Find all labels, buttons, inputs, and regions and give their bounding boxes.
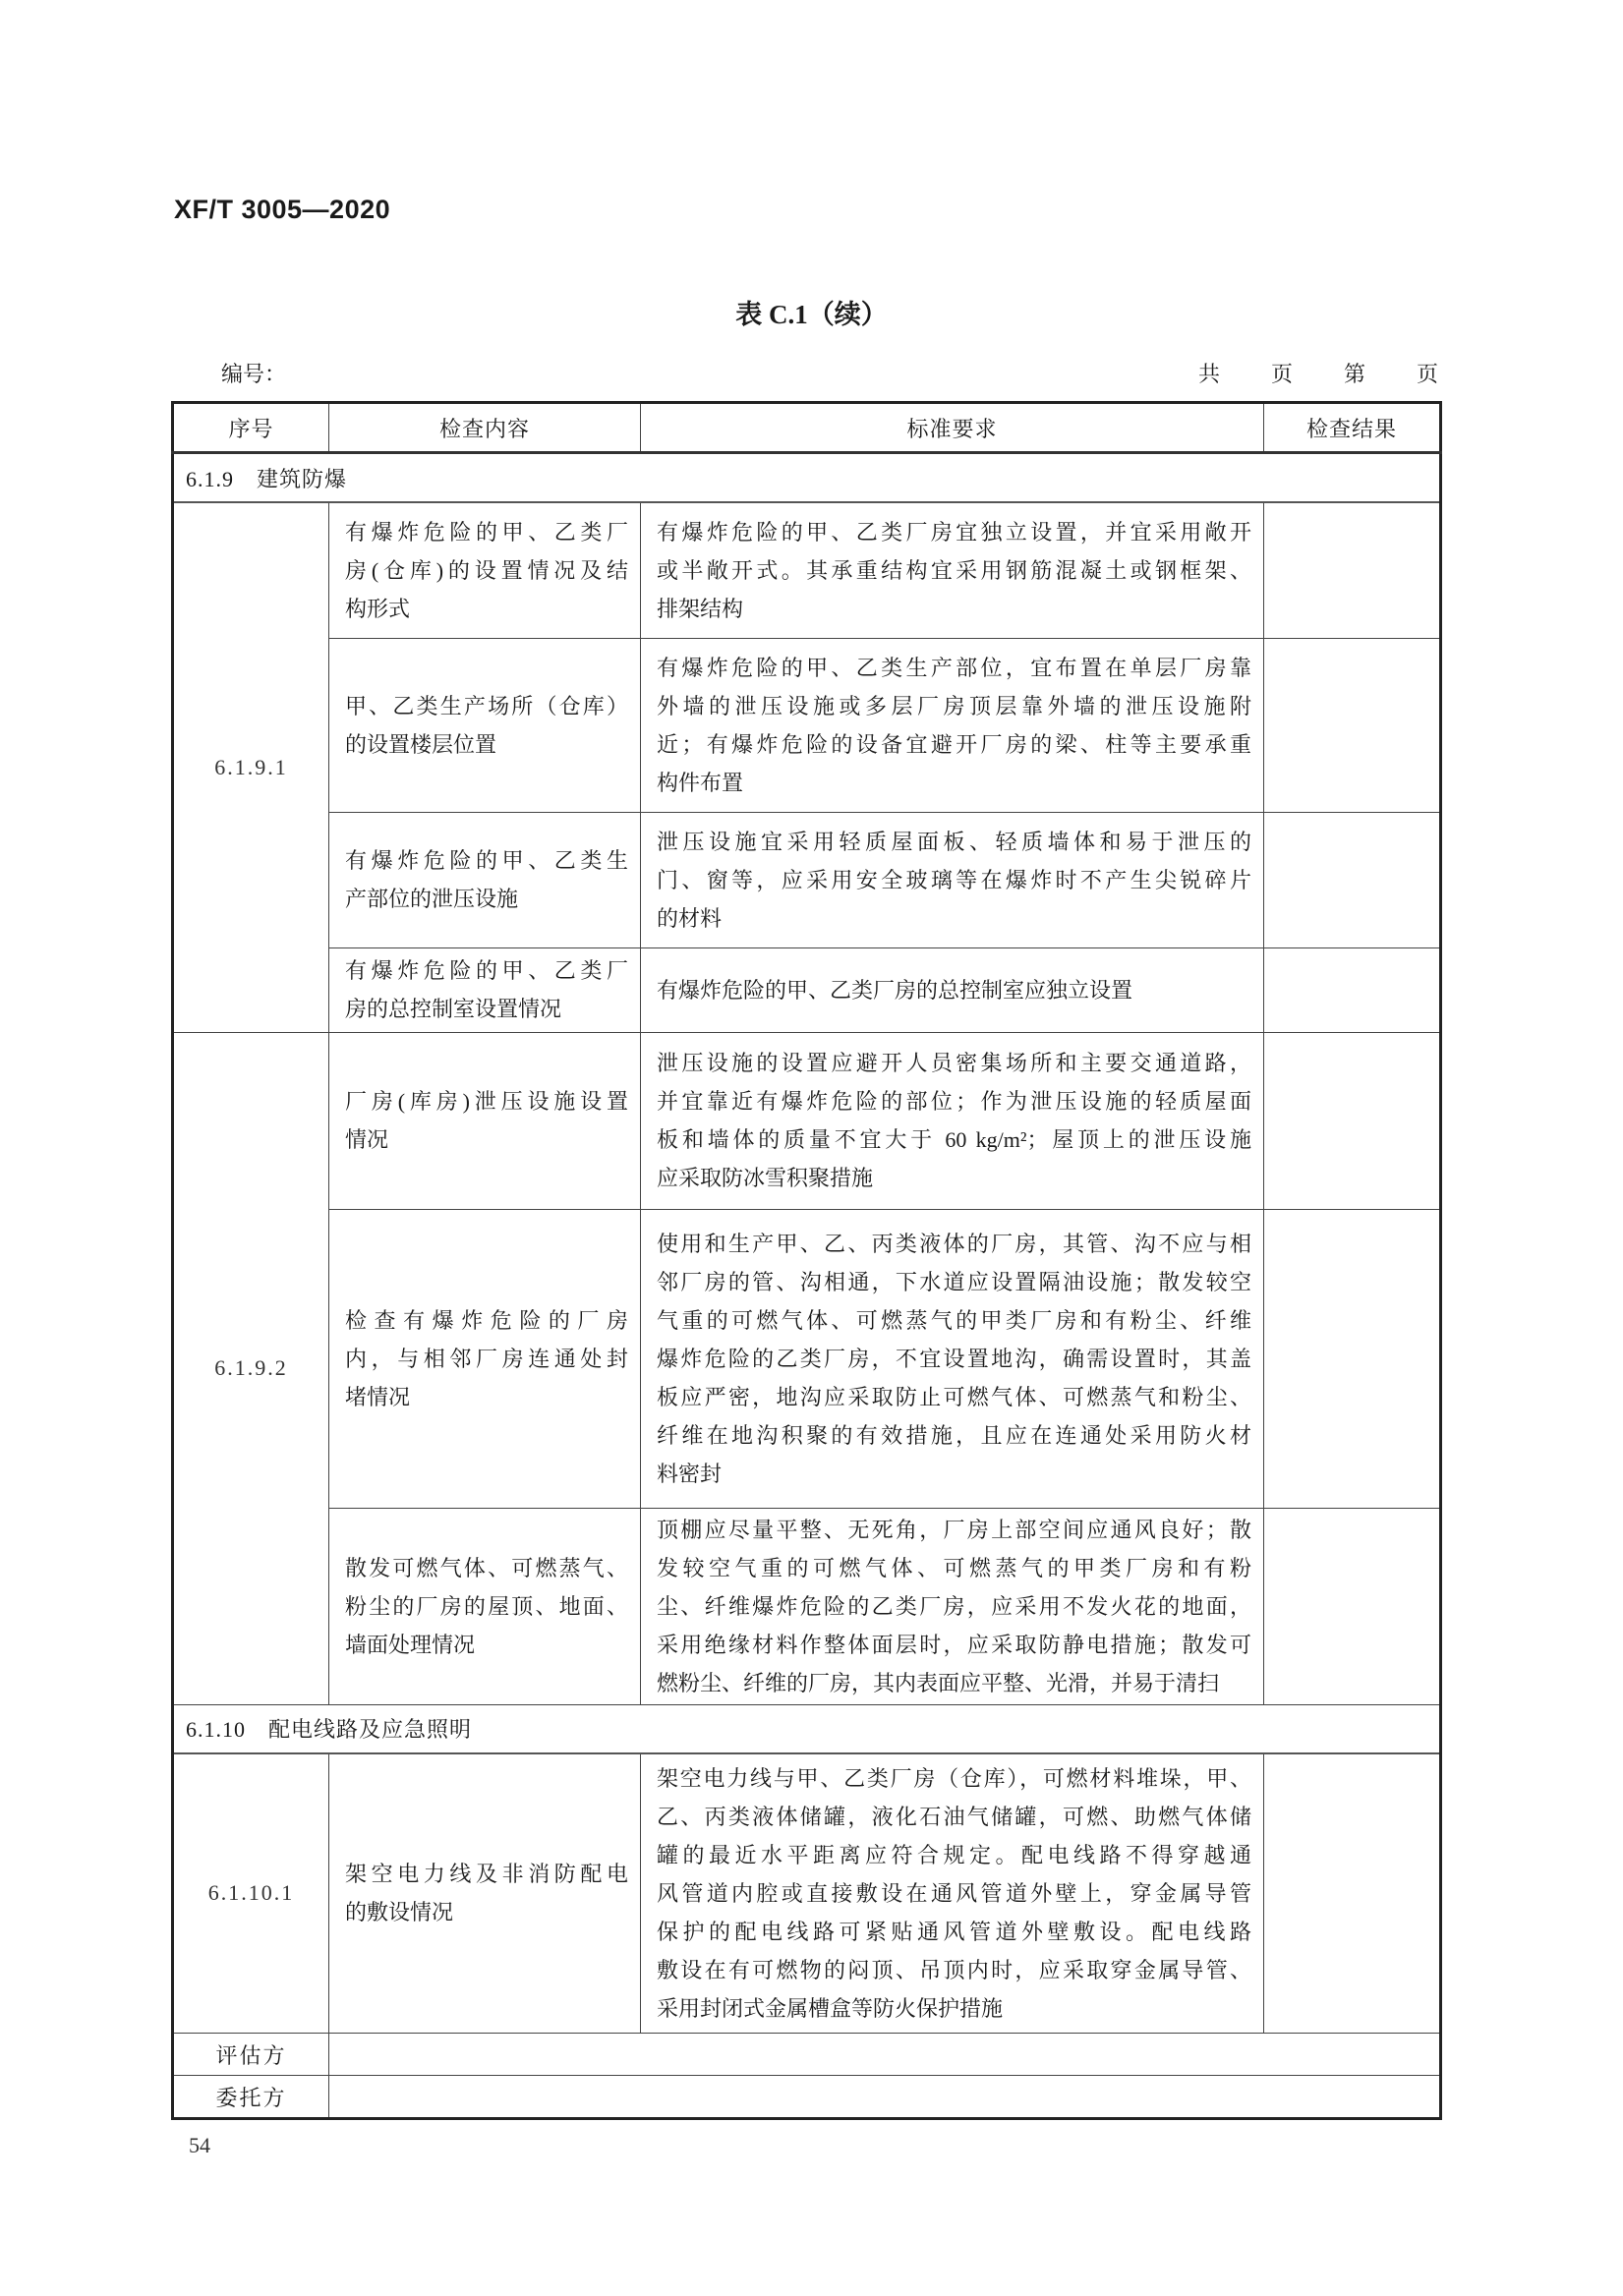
text-line: 外墙的泄压设施或多层厂房顶层靠外墙的泄压设施附: [657, 693, 1251, 718]
text-line: 采用封闭式金属槽盒等防火保护措施: [657, 1995, 1004, 2021]
page-info-page-unit-2: 页: [1416, 362, 1438, 386]
text-line: 顶棚应尽量平整、无死角，厂房上部空间应通风良好；散: [657, 1517, 1251, 1542]
page-info-total: 共: [1197, 362, 1220, 386]
text-line: 产部位的泄压设施: [345, 887, 519, 911]
standard-requirement: [641, 1032, 1264, 1209]
column-header-content: 检查内容: [329, 403, 641, 453]
footer-label: 委托方: [173, 2076, 329, 2119]
text-line: 堵情况: [345, 1384, 411, 1409]
text-line: 有爆炸危险的甲、乙类厂: [345, 519, 628, 545]
table-row: [173, 812, 1441, 947]
text-line: 有爆炸危险的甲、乙类厂房宜独立设置，并宜采用敞开: [657, 519, 1251, 545]
text-line: 有爆炸危险的甲、乙类生: [345, 848, 628, 873]
inspection-result-field[interactable]: [1264, 1753, 1441, 2034]
table-row: [173, 1753, 1441, 2034]
document-code: XF/T 3005—2020: [174, 195, 391, 224]
text-line: 风管道内腔或直接敷设在通风管道外壁上，穿金属导管: [657, 1880, 1251, 1906]
text-line: 爆炸危险的乙类厂房，不宜设置地沟，确需设置时，其盖: [657, 1346, 1251, 1371]
text-line: 构件布置: [657, 770, 744, 795]
text-line: 甲、乙类生产场所（仓库）: [345, 693, 628, 718]
text-line: 墙面处理情况: [345, 1632, 476, 1657]
section-heading: 6.1.10 配电线路及应急照明: [173, 1704, 1441, 1753]
text-line: 敷设在有可燃物的闷顶、吊顶内时，应采取穿金属导管、: [657, 1957, 1251, 1982]
standard-requirement: [641, 1209, 1264, 1508]
text-line: 泄压设施宜采用轻质屋面板、轻质墙体和易于泄压的: [657, 829, 1251, 854]
text-line: 房的总控制室设置情况: [345, 997, 562, 1021]
inspection-table: [171, 401, 1442, 2120]
text-line: 燃粉尘、纤维的厂房，其内表面应平整、光滑，并易于清扫: [657, 1670, 1220, 1695]
text-line: 乙、丙类液体储罐，液化石油气储罐，可燃、助燃气体储: [657, 1804, 1251, 1829]
text-line: 有爆炸危险的甲、乙类厂: [345, 958, 628, 983]
text-line: 料密封: [657, 1461, 723, 1486]
text-line: 的敷设情况: [345, 1900, 454, 1925]
text-line: 粉尘的厂房的屋顶、地面、: [345, 1593, 628, 1619]
text-line: 使用和生产甲、乙、丙类液体的厂房，其管、沟不应与相: [657, 1231, 1251, 1256]
text-line: 内，与相邻厂房连通处封: [345, 1346, 628, 1371]
standard-requirement: [641, 1508, 1264, 1704]
item-id: 6.1.9.1: [173, 502, 329, 1032]
text-line: 罐的最近水平距离应符合规定。配电线路不得穿越通: [657, 1842, 1251, 1867]
text-line: 厂房(库房)泄压设施设置: [345, 1089, 628, 1114]
inspection-result-field[interactable]: [1264, 638, 1441, 812]
footer-signature-field[interactable]: [329, 2034, 1441, 2076]
inspection-content: [329, 638, 641, 812]
standard-requirement: [641, 947, 1264, 1032]
inspection-content: [329, 502, 641, 638]
inspection-content: [329, 1753, 641, 2034]
text-line: 板应严密，地沟应采取防止可燃气体、可燃蒸气和粉尘、: [657, 1384, 1251, 1409]
text-line: 纤维在地沟积聚的有效措施，且应在连通处采用防火材: [657, 1422, 1251, 1448]
standard-requirement: [641, 638, 1264, 812]
footer-row: [173, 2034, 1441, 2076]
text-line: 近；有爆炸危险的设备宜避开厂房的梁、柱等主要承重: [657, 731, 1251, 757]
text-line: 采用绝缘材料作整体面层时，应采取防静电措施；散发可: [657, 1632, 1251, 1657]
text-line: 散发可燃气体、可燃蒸气、: [345, 1555, 628, 1580]
text-line: 或半敞开式。其承重结构宜采用钢筋混凝土或钢框架、: [657, 557, 1251, 583]
column-header-result: 检查结果: [1264, 403, 1441, 453]
text-line: 房(仓库)的设置情况及结: [345, 557, 628, 583]
text-line: 架空电力线与甲、乙类厂房（仓库），可燃材料堆垛，甲、: [657, 1765, 1251, 1791]
inspection-content: [329, 1209, 641, 1508]
text-line: 构形式: [345, 596, 411, 621]
text-line: 检查有爆炸危险的厂房: [345, 1307, 628, 1333]
text-line: 并宜靠近有爆炸危险的部位；作为泄压设施的轻质屋面: [657, 1089, 1251, 1114]
table-row: [173, 638, 1441, 812]
text-line: 泄压设施的设置应避开人员密集场所和主要交通道路，: [657, 1051, 1251, 1075]
inspection-content: [329, 947, 641, 1032]
text-line: 发较空气重的可燃气体、可燃蒸气的甲类厂房和有粉: [657, 1555, 1251, 1580]
table-row: [173, 947, 1441, 1032]
inspection-content: [329, 812, 641, 947]
numbering-label: 编号：: [221, 362, 287, 386]
page-info: [1198, 358, 1438, 388]
page-info-current: 第: [1343, 362, 1365, 386]
section-heading: 6.1.9 建筑防爆: [173, 453, 1441, 503]
inspection-result-field[interactable]: [1264, 1032, 1441, 1209]
item-id: 6.1.10.1: [173, 1753, 329, 2034]
footer-row: [173, 2076, 1441, 2119]
table-row: [173, 1209, 1441, 1508]
standard-requirement: [641, 502, 1264, 638]
column-header-standard: 标准要求: [641, 403, 1264, 453]
text-line: 架空电力线及非消防配电: [345, 1862, 628, 1887]
inspection-result-field[interactable]: [1264, 502, 1441, 638]
text-line: 门、窗等，应采用安全玻璃等在爆炸时不产生尖锐碎片: [657, 867, 1251, 892]
text-line: 有爆炸危险的甲、乙类生产部位，宜布置在单层厂房靠: [657, 655, 1251, 680]
text-line: 排架结构: [657, 596, 744, 621]
text-line: 邻厂房的管、沟相通，下水道应设置隔油设施；散发较空: [657, 1269, 1251, 1294]
table-title: 表 C.1（续）: [735, 300, 888, 329]
inspection-result-field[interactable]: [1264, 947, 1441, 1032]
table-row: [173, 502, 1441, 638]
footer-label: 评估方: [173, 2034, 329, 2076]
column-header-id: 序号: [173, 403, 329, 453]
text-line: 情况: [345, 1127, 389, 1152]
text-line: 的设置楼层位置: [345, 731, 497, 757]
section-heading-row: [173, 1704, 1441, 1753]
text-line: 尘、纤维爆炸危险的乙类厂房，应采用不发火花的地面，: [657, 1593, 1251, 1619]
inspection-result-field[interactable]: [1264, 812, 1441, 947]
text-line: 的材料: [657, 905, 723, 931]
text-line: 板和墙体的质量不宜大于 60 kg/m²；屋顶上的泄压设施: [657, 1127, 1251, 1152]
inspection-content: [329, 1032, 641, 1209]
text-line: 应采取防冰雪积聚措施: [657, 1166, 874, 1190]
inspection-content: [329, 1508, 641, 1704]
page-info-page-unit: 页: [1270, 362, 1293, 386]
standard-requirement: [641, 1753, 1264, 2034]
text-line: 有爆炸危险的甲、乙类厂房的总控制室应独立设置: [657, 977, 1133, 1003]
table-row: [173, 1032, 1441, 1209]
section-heading-row: [173, 453, 1441, 503]
text-line: 气重的可燃气体、可燃蒸气的甲类厂房和有粉尘、纤维: [657, 1307, 1251, 1333]
inspection-result-field[interactable]: [1264, 1508, 1441, 1704]
inspection-result-field[interactable]: [1264, 1209, 1441, 1508]
standard-requirement: [641, 812, 1264, 947]
item-id: 6.1.9.2: [173, 1032, 329, 1704]
footer-signature-field[interactable]: [329, 2076, 1441, 2119]
text-line: 保护的配电线路可紧贴通风管道外壁敷设。配电线路: [657, 1919, 1251, 1944]
table-row: [173, 1508, 1441, 1704]
page-number: 54: [189, 2133, 210, 2157]
table-header-row: [173, 403, 1441, 453]
table-body: [173, 453, 1441, 2119]
